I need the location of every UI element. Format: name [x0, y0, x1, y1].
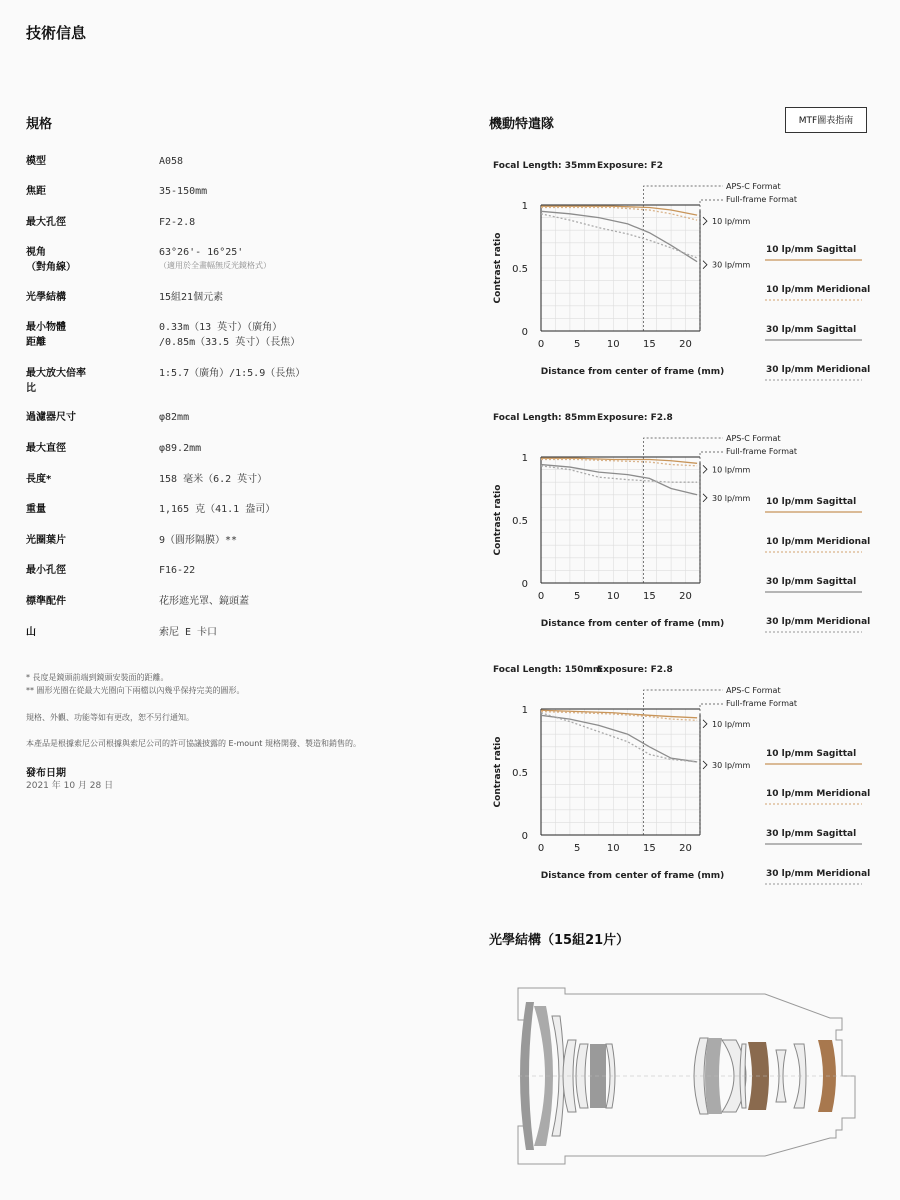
spec-label-line: 最小物體: [26, 322, 66, 333]
annotation-30-lp: 30 lp/mm: [712, 260, 751, 270]
spec-value-line: 0.33m（13 英寸）（廣角）: [159, 322, 283, 333]
spec-label: [26, 320, 146, 350]
chart-y-tick-label: 0: [521, 579, 528, 590]
chart-focal-length: Focal Length: 35mm: [493, 161, 597, 171]
spec-label-line: 比: [26, 383, 36, 394]
series-line-3: [541, 465, 697, 495]
spec-label-line: 距離: [26, 337, 46, 348]
chart-y-tick-label: 1: [521, 705, 528, 716]
chart-exposure: Exposure: F2.8: [597, 413, 673, 423]
spec-value: φ82mm: [159, 412, 190, 423]
legend-label: 30 lp/mm Meridional: [766, 365, 871, 375]
annotation-arrow-10: [703, 720, 707, 728]
annotation-10-lp: 10 lp/mm: [712, 465, 751, 475]
full-frame-label: Full-frame Format: [726, 447, 798, 456]
spec-label: 重量: [26, 504, 46, 515]
chart-x-tick-label: 10: [606, 339, 620, 350]
aps-c-label: APS-C Format: [726, 686, 781, 695]
chart-focal-length: Focal Length: 150mm: [493, 665, 603, 675]
spec-value: 158 毫米（6.2 英寸）: [159, 474, 268, 485]
chart-exposure: Exposure: F2: [597, 161, 664, 171]
release-date: 2021 年 10 月 28 日: [26, 781, 114, 791]
spec-label-line: 視角: [26, 247, 46, 258]
page-title: 技術信息: [26, 24, 87, 42]
chart-x-tick-label: 5: [573, 339, 581, 350]
annotation-30-lp: 30 lp/mm: [712, 493, 751, 503]
series-line-3: [541, 211, 697, 261]
spec-label: 光學結構: [26, 292, 66, 303]
spec-label: 最大孔徑: [26, 217, 66, 228]
legend-label: 30 lp/mm Meridional: [766, 617, 871, 627]
spec-label: 標準配件: [26, 596, 66, 607]
footnote-length: * 長度是鏡頭前端到鏡頭安裝面的距離。: [26, 673, 169, 682]
chart-x-tick-label: 20: [679, 339, 692, 350]
chart-x-tick-label: 15: [643, 339, 656, 350]
spec-value: 35-150mm: [159, 186, 208, 197]
legend-label: 10 lp/mm Sagittal: [766, 497, 857, 507]
spec-value: A058: [159, 156, 184, 167]
spec-value: [159, 320, 459, 350]
mtf-guide-button[interactable]: MTF圖表指南: [785, 107, 867, 133]
mtf-chart-35mm: [486, 155, 876, 387]
spec-value: F2-2.8: [159, 217, 196, 228]
spec-label: 焦距: [26, 186, 46, 197]
full-frame-label: Full-frame Format: [726, 699, 798, 708]
legend-label: 30 lp/mm Sagittal: [766, 829, 857, 839]
spec-label: [26, 366, 146, 396]
release-label: 發布日期: [26, 768, 66, 779]
legend-label: 10 lp/mm Sagittal: [766, 245, 857, 255]
mtf-chart-85mm: [486, 407, 876, 639]
optical-diagram: [510, 978, 870, 1178]
spec-label-line: 最大放大倍率: [26, 368, 86, 379]
chart-x-axis-label: Distance from center of frame (mm): [540, 367, 725, 377]
annotation-arrow-10: [703, 465, 707, 473]
optical-construction-title: 光學結構（15組21片）: [489, 933, 630, 948]
chart-y-tick-label: 1: [521, 201, 528, 212]
chart-exposure: Exposure: F2.8: [597, 665, 673, 675]
footnote-disclaimer: 規格、外觀、功能等如有更改，恕不另行通知。: [26, 713, 194, 722]
spec-value: 花形遮光罩、鏡頭蓋: [159, 596, 249, 607]
annotation-arrow-30: [703, 261, 707, 269]
chart-focal-length: Focal Length: 85mm: [493, 413, 597, 423]
series-line-4: [541, 713, 697, 762]
chart-y-tick-label: 0: [521, 327, 528, 338]
legend-label: 30 lp/mm Sagittal: [766, 325, 857, 335]
aps-c-label: APS-C Format: [726, 182, 781, 191]
chart-y-tick-label: 0.5: [512, 516, 528, 527]
legend-label: 30 lp/mm Meridional: [766, 869, 871, 879]
chart-x-tick-label: 5: [573, 591, 581, 602]
annotation-10-lp: 10 lp/mm: [712, 719, 751, 729]
spec-value: 索尼 E 卡口: [159, 627, 218, 638]
annotation-arrow-10: [703, 217, 707, 225]
spec-value: 15組21個元素: [159, 292, 224, 303]
specs-title: 規格: [26, 117, 53, 132]
chart-y-tick-label: 1: [521, 453, 528, 464]
spec-value: φ89.2mm: [159, 443, 202, 454]
series-line-3: [541, 715, 697, 762]
spec-value-line: /0.85m（33.5 英寸）（長焦）: [159, 337, 301, 348]
spec-label: 最大直徑: [26, 443, 66, 454]
annotation-10-lp: 10 lp/mm: [712, 217, 751, 227]
chart-x-tick-label: 15: [643, 843, 656, 854]
spec-value: 9（圓形隔膜）**: [159, 535, 238, 546]
legend-label: 10 lp/mm Meridional: [766, 285, 871, 295]
spec-value: 1:5.7（廣角）/1:5.9（長焦）: [159, 368, 306, 379]
mtf-chart-150mm: [486, 659, 876, 891]
chart-y-tick-label: 0: [521, 831, 528, 842]
mtf-title: 機動特遣隊: [489, 117, 555, 132]
annotation-arrow-30: [703, 761, 707, 769]
chart-x-tick-label: 0: [537, 843, 545, 854]
spec-label: 最小孔徑: [26, 565, 66, 576]
spec-value-note: （適用於全畫幅無反光鏡格式）: [159, 261, 271, 270]
legend-label: 10 lp/mm Meridional: [766, 537, 871, 547]
legend-label: 30 lp/mm Sagittal: [766, 577, 857, 587]
legend-label: 10 lp/mm Sagittal: [766, 749, 857, 759]
chart-x-tick-label: 0: [537, 591, 545, 602]
chart-x-tick-label: 20: [679, 591, 692, 602]
series-line-1: [541, 458, 697, 463]
legend-label: 10 lp/mm Meridional: [766, 789, 871, 799]
spec-label-line: （對角線）: [26, 262, 76, 273]
chart-y-axis-label: Contrast ratio: [493, 484, 503, 556]
chart-x-axis-label: Distance from center of frame (mm): [540, 871, 725, 881]
series-line-1: [541, 710, 697, 718]
spec-label: 長度*: [26, 474, 52, 485]
chart-y-tick-label: 0.5: [512, 264, 528, 275]
footnote-e-mount: 本產品是根據索尼公司根據與索尼公司的許可協議披露的 E-mount 規格開發、製造和銷售的。: [26, 739, 361, 748]
spec-label: 山: [26, 627, 36, 638]
chart-y-axis-label: Contrast ratio: [493, 232, 503, 304]
spec-label: 模型: [26, 156, 46, 167]
chart-y-tick-label: 0.5: [512, 768, 528, 779]
footnote-aperture: ** 圓形光圈在從最大光圈向下兩檔以內幾乎保持完美的圓形。: [26, 686, 245, 695]
chart-x-tick-label: 20: [679, 843, 692, 854]
series-line-4: [541, 214, 697, 258]
chart-x-axis-label: Distance from center of frame (mm): [540, 619, 725, 629]
chart-x-tick-label: 0: [537, 339, 545, 350]
spec-value-line: 63°26'- 16°25': [159, 247, 244, 258]
spec-label: 過濾器尺寸: [26, 412, 76, 423]
chart-x-tick-label: 15: [643, 591, 656, 602]
spec-value: 1,165 克（41.1 盎司）: [159, 504, 276, 515]
annotation-arrow-30: [703, 494, 707, 502]
aps-c-label: APS-C Format: [726, 434, 781, 443]
full-frame-label: Full-frame Format: [726, 195, 798, 204]
annotation-30-lp: 30 lp/mm: [712, 760, 751, 770]
spec-value: [159, 245, 459, 272]
spec-label: [26, 245, 146, 275]
chart-x-tick-label: 10: [606, 843, 620, 854]
chart-x-tick-label: 5: [573, 843, 581, 854]
spec-value: F16-22: [159, 565, 196, 576]
spec-label: 光圈葉片: [26, 535, 66, 546]
chart-y-axis-label: Contrast ratio: [493, 736, 503, 808]
chart-x-tick-label: 10: [606, 591, 620, 602]
